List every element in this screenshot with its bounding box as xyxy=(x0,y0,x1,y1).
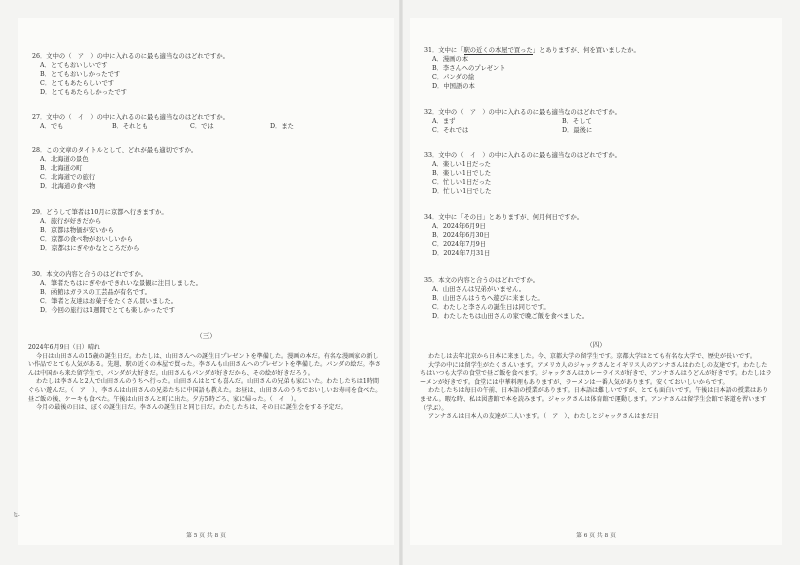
option-b: B．そして xyxy=(562,118,592,126)
option-b: B．京都は物価が安いから xyxy=(40,227,114,235)
option-d: D．2024年7月31日 xyxy=(432,250,491,258)
question-stem: 30．本文の内容と合うのはどれですか。 xyxy=(32,271,148,278)
underlined-phrase: 駅の近くの本屋で買った xyxy=(463,47,533,54)
page-footer: 第 5 页 共 8 页 xyxy=(186,532,226,539)
option-d: D．京都はにぎやかなところだから xyxy=(40,245,140,253)
passage-paragraph: わたしたちは毎日の午前、日本語の授業があります。日本語は難しいですが、とても面白いです。午後は日本語の授業はありません。暇な時、私は図書館で本を読みます。ジャックさんは体育館で運動します。アンナさんは留学生会館で茶道を習います（学ぶ）。 xyxy=(420,387,769,412)
option-b: B．函館はガラスの工芸品が有名です。 xyxy=(40,289,151,297)
question-stem: 29．どうして筆者は10月に京都へ行きますか。 xyxy=(32,209,168,216)
stem-text: 」とありますが、何を買いましたか。 xyxy=(532,47,640,54)
question-33 xyxy=(424,151,621,196)
option-a: A．筆者たちはにぎやかできれいな景観に注目しました。 xyxy=(40,280,202,288)
question-31 xyxy=(424,46,640,91)
option-c: C．2024年7月9日 xyxy=(432,241,487,249)
option-d: D．わたしたちは山田さんの家で晩ご飯を食べました。 xyxy=(432,313,589,321)
question-stem: 34．文中に「その日」とありますが、何月何日ですか。 xyxy=(424,214,584,221)
section-title: （四） xyxy=(586,341,606,349)
option-d: D．忙しい1日でした xyxy=(432,188,492,196)
option-a: A．2024年6月9日 xyxy=(432,223,486,231)
passage-paragraph: わたしは李さんと2人で山田さんのうちへ行った。山田さんはとても喜んだ。山田さんの兄弟も家にいた。わたしたちは1時間ぐらい遊んだ。（ ア ）、李さんは山田さんの兄弟たちに中国語も教えた。お昼は、山田さんのうちでおいしいお寿司を食べた。昼ご飯の後、ケーキも食べた。午後は山田さんと町に出た。夕方5時ごろ、家に帰った。（ イ ）。 xyxy=(28,378,382,403)
question-stem xyxy=(424,46,640,55)
question-28 xyxy=(32,146,197,191)
option-d: D．また xyxy=(270,123,294,131)
option-d: D．中国語の本 xyxy=(432,83,475,91)
passage-paragraph: わたしは去年北京から日本に来ました。今、京都大学の留学生です。京都大学はとても有名な大学で、歴史が長いです。 xyxy=(428,353,756,360)
stem-text: 31．文中に「 xyxy=(424,47,464,54)
option-b: B．楽しい1日でした xyxy=(432,170,492,178)
passage-paragraph: 大学の中には留学生がたくさんいます。アメリカ人のジャックさんとイギリス人のアンナさんはわたしの友達です。わたしたちはいつも大学の食堂で昼ご飯を食べます。ジャックさんはカレーライスが好きで、アンナさんはうどんが好きです。わたしはラーメンが好きです。食堂には中華料理もありますが、ラーメンは一番人気があります。安くておいしいからです。 xyxy=(420,361,772,386)
passage-paragraph: 今月の最後の日は、ぼくの誕生日だ。李さんの誕生日と同じ日だ。わたしたちは、その日に誕生会をする予定だ。 xyxy=(36,404,347,412)
question-27 xyxy=(32,113,294,131)
option-a: A．でも xyxy=(40,123,64,131)
option-d: D．今回の旅行は1週間でとても楽しかったです xyxy=(40,307,175,315)
option-c: C．京都の食べ物がおいしいから xyxy=(40,236,133,244)
option-d: D．最後に xyxy=(562,127,593,135)
option-b: B．北海道の町 xyxy=(40,165,83,173)
option-c: C．筆者と友達はお菓子をたくさん買いました。 xyxy=(40,298,178,306)
scan-edge-mark: ե- xyxy=(14,512,20,519)
option-c: C．わたしと李さんの誕生日は同じです。 xyxy=(432,304,550,312)
question-stem: 28．この文章のタイトルとして、どれが最も適切ですか。 xyxy=(32,147,198,154)
option-c: C．忙しい1日だった xyxy=(432,179,492,187)
passage-paragraph: アンナさんは日本人の友達が二人います。（ ア ）、わたしとジャックさんはまだ日 xyxy=(428,413,659,421)
option-c: C．とてもあたらしいです xyxy=(40,80,115,88)
option-c: C．それでは xyxy=(432,127,469,135)
question-32 xyxy=(424,108,621,135)
option-row xyxy=(424,117,621,126)
right-page xyxy=(410,18,782,545)
page-footer: 第 6 页 共 8 页 xyxy=(576,532,616,539)
option-c: C．では xyxy=(190,123,214,131)
reading-passage xyxy=(420,353,772,422)
option-row xyxy=(32,122,294,131)
question-stem: 26．文中の（ ア ）の中に入れるのに最も適当なのはどれですか。 xyxy=(32,53,229,60)
option-a: A．旅行が好きだから xyxy=(40,218,102,226)
option-d: D．北海道の食べ物 xyxy=(40,183,96,191)
option-b: B．李さんへのプレゼント xyxy=(432,65,506,73)
passage-paragraph: 今日は山田さんの15歳の誕生日だ。わたしは、山田さんへの誕生日プレゼントを準備した。漫画の本だ。有名な漫画家の新しい作品でとても人気がある。先週、駅の近くの本屋で買った。李さんも山田さんへのプレゼントを準備した。パンダの絵だ。李さんは中国から来た留学生で、パンダが大好きだ。山田さんもパンダが好きだから、その絵が好きだろう。 xyxy=(28,352,381,377)
option-a: A．山田さんは兄弟がいません。 xyxy=(432,286,526,294)
option-b: B．山田さんはうちへ遊びに来ました。 xyxy=(432,295,544,303)
option-c: C．北海道での旅行 xyxy=(40,174,96,182)
question-stem: 33．文中の（ イ ）の中に入れるのに最も適当なのはどれですか。 xyxy=(424,152,621,159)
left-page xyxy=(18,18,394,545)
section-title: （三） xyxy=(196,332,216,340)
question-34 xyxy=(424,213,583,258)
option-b: B．とてもおいしかったです xyxy=(40,71,121,79)
option-b: B．それとも xyxy=(112,123,149,131)
page-fold xyxy=(399,0,403,565)
option-row xyxy=(424,126,621,135)
option-b: B．2024年6月30日 xyxy=(432,232,490,240)
question-35 xyxy=(424,276,588,321)
question-stem: 35．本文の内容と合うのはどれですか。 xyxy=(424,277,540,284)
question-30 xyxy=(32,270,202,315)
option-a: A．楽しい1日だった xyxy=(432,161,491,169)
option-a: A．とてもおいしいです xyxy=(40,62,108,70)
question-26 xyxy=(32,52,229,97)
reading-passage xyxy=(28,344,384,413)
question-stem: 27．文中の（ イ ）の中に入れるのに最も適当なのはどれですか。 xyxy=(32,114,229,121)
option-a: A．北海道の景色 xyxy=(40,156,89,164)
option-a: A．漫画の本 xyxy=(432,56,469,64)
option-a: A．まず xyxy=(432,118,456,126)
option-d: D．とてもあたらしかったです xyxy=(40,89,127,97)
question-29 xyxy=(32,208,168,253)
option-c: C．パンダの絵 xyxy=(432,74,475,82)
question-stem: 32．文中の（ ア ）の中に入れるのに最も適当なのはどれですか。 xyxy=(424,109,621,116)
diary-date: 2024年6月9日（日）晴れ xyxy=(28,344,101,351)
